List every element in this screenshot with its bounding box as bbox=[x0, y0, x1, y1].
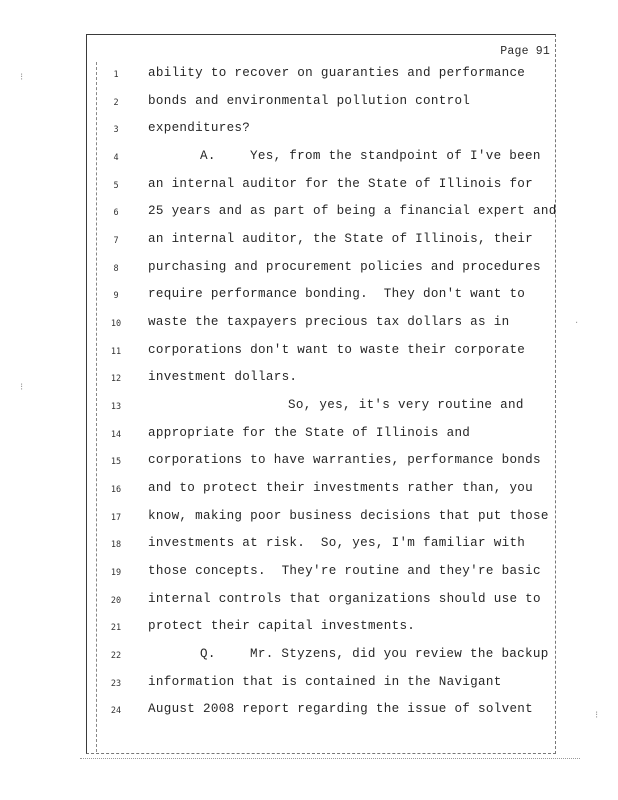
line-text: corporations to have warranties, performance bonds bbox=[148, 453, 541, 467]
line-text: appropriate for the State of Illinois and bbox=[148, 426, 471, 440]
line-number: 12 bbox=[110, 374, 122, 384]
line-number: 19 bbox=[110, 568, 122, 578]
line-text: and to protect their investments rather than, you bbox=[148, 481, 534, 495]
transcript-line bbox=[0, 66, 618, 86]
line-text: purchasing and procurement policies and procedures bbox=[148, 260, 541, 274]
margin-mark: ⁝ bbox=[20, 382, 24, 393]
page-number: Page 91 bbox=[500, 45, 550, 58]
line-text bbox=[200, 149, 541, 163]
line-number: 10 bbox=[110, 319, 122, 329]
line-text: So, yes, it's very routine and bbox=[288, 398, 524, 412]
line-number: 17 bbox=[110, 513, 122, 523]
line-text: August 2008 report regarding the issue of solvent bbox=[148, 702, 534, 716]
line-text: waste the taxpayers precious tax dollars as in bbox=[148, 315, 510, 329]
line-number: 13 bbox=[110, 402, 122, 412]
transcript-line bbox=[0, 536, 618, 556]
margin-mark: ⁝ bbox=[20, 72, 24, 83]
line-number: 2 bbox=[113, 98, 119, 108]
line-number: 16 bbox=[110, 485, 122, 495]
transcript-line bbox=[0, 509, 618, 529]
line-text: 25 years and as part of being a financial expert and bbox=[148, 204, 557, 218]
line-text: corporations don't want to waste their corporate bbox=[148, 343, 526, 357]
line-text: require performance bonding. They don't want to bbox=[148, 287, 526, 301]
transcript-line bbox=[0, 315, 618, 335]
transcript-line bbox=[0, 426, 618, 446]
page-bottom-edge bbox=[80, 758, 580, 759]
line-number: 5 bbox=[113, 181, 119, 191]
transcript-line bbox=[0, 149, 618, 169]
margin-mark: · bbox=[575, 318, 579, 329]
line-text: an internal auditor for the State of Illinois for bbox=[148, 177, 534, 191]
line-text: ability to recover on guaranties and performance bbox=[148, 66, 526, 80]
line-text: expenditures? bbox=[148, 121, 251, 135]
line-number: 23 bbox=[110, 679, 122, 689]
line-number: 14 bbox=[110, 430, 122, 440]
transcript-line bbox=[0, 177, 618, 197]
transcript-line bbox=[0, 232, 618, 252]
line-number: 21 bbox=[110, 623, 122, 633]
line-number: 4 bbox=[113, 153, 119, 163]
line-text: protect their capital investments. bbox=[148, 619, 416, 633]
line-text: know, making poor business decisions that put those bbox=[148, 509, 549, 523]
transcript-line bbox=[0, 94, 618, 114]
line-text: investment dollars. bbox=[148, 370, 298, 384]
transcript-line bbox=[0, 260, 618, 280]
line-number: 3 bbox=[113, 125, 119, 135]
transcript-line bbox=[0, 675, 618, 695]
line-text: those concepts. They're routine and they're basic bbox=[148, 564, 541, 578]
speaker-label: A. bbox=[200, 149, 216, 163]
line-text: an internal auditor, the State of Illinois, their bbox=[148, 232, 534, 246]
transcript-line bbox=[0, 647, 618, 667]
line-number: 15 bbox=[110, 457, 122, 467]
line-body: Yes, from the standpoint of I've been bbox=[250, 149, 541, 163]
transcript-line bbox=[0, 121, 618, 141]
transcript-page-frame bbox=[86, 34, 556, 754]
line-body: Mr. Styzens, did you review the backup bbox=[250, 647, 549, 661]
transcript-line bbox=[0, 702, 618, 722]
transcript-line bbox=[0, 592, 618, 612]
line-number: 22 bbox=[110, 651, 122, 661]
line-number: 6 bbox=[113, 208, 119, 218]
transcript-line bbox=[0, 287, 618, 307]
line-number: 20 bbox=[110, 596, 122, 606]
line-number: 11 bbox=[110, 347, 122, 357]
transcript-line bbox=[0, 619, 618, 639]
line-number: 8 bbox=[113, 264, 119, 274]
transcript-line bbox=[0, 564, 618, 584]
line-text: investments at risk. So, yes, I'm familiar with bbox=[148, 536, 526, 550]
transcript-line bbox=[0, 370, 618, 390]
line-number: 18 bbox=[110, 540, 122, 550]
line-number: 1 bbox=[113, 70, 119, 80]
line-number: 7 bbox=[113, 236, 119, 246]
line-text: bonds and environmental pollution control bbox=[148, 94, 471, 108]
transcript-line bbox=[0, 204, 618, 224]
line-number: 9 bbox=[113, 291, 119, 301]
line-text: information that is contained in the Navigant bbox=[148, 675, 502, 689]
margin-mark: ⁝ bbox=[595, 710, 599, 721]
speaker-label: Q. bbox=[200, 647, 216, 661]
transcript-line bbox=[0, 481, 618, 501]
line-text bbox=[200, 647, 549, 661]
transcript-line bbox=[0, 398, 618, 418]
transcript-line bbox=[0, 343, 618, 363]
line-number: 24 bbox=[110, 706, 122, 716]
line-text: internal controls that organizations should use to bbox=[148, 592, 541, 606]
transcript-line bbox=[0, 453, 618, 473]
